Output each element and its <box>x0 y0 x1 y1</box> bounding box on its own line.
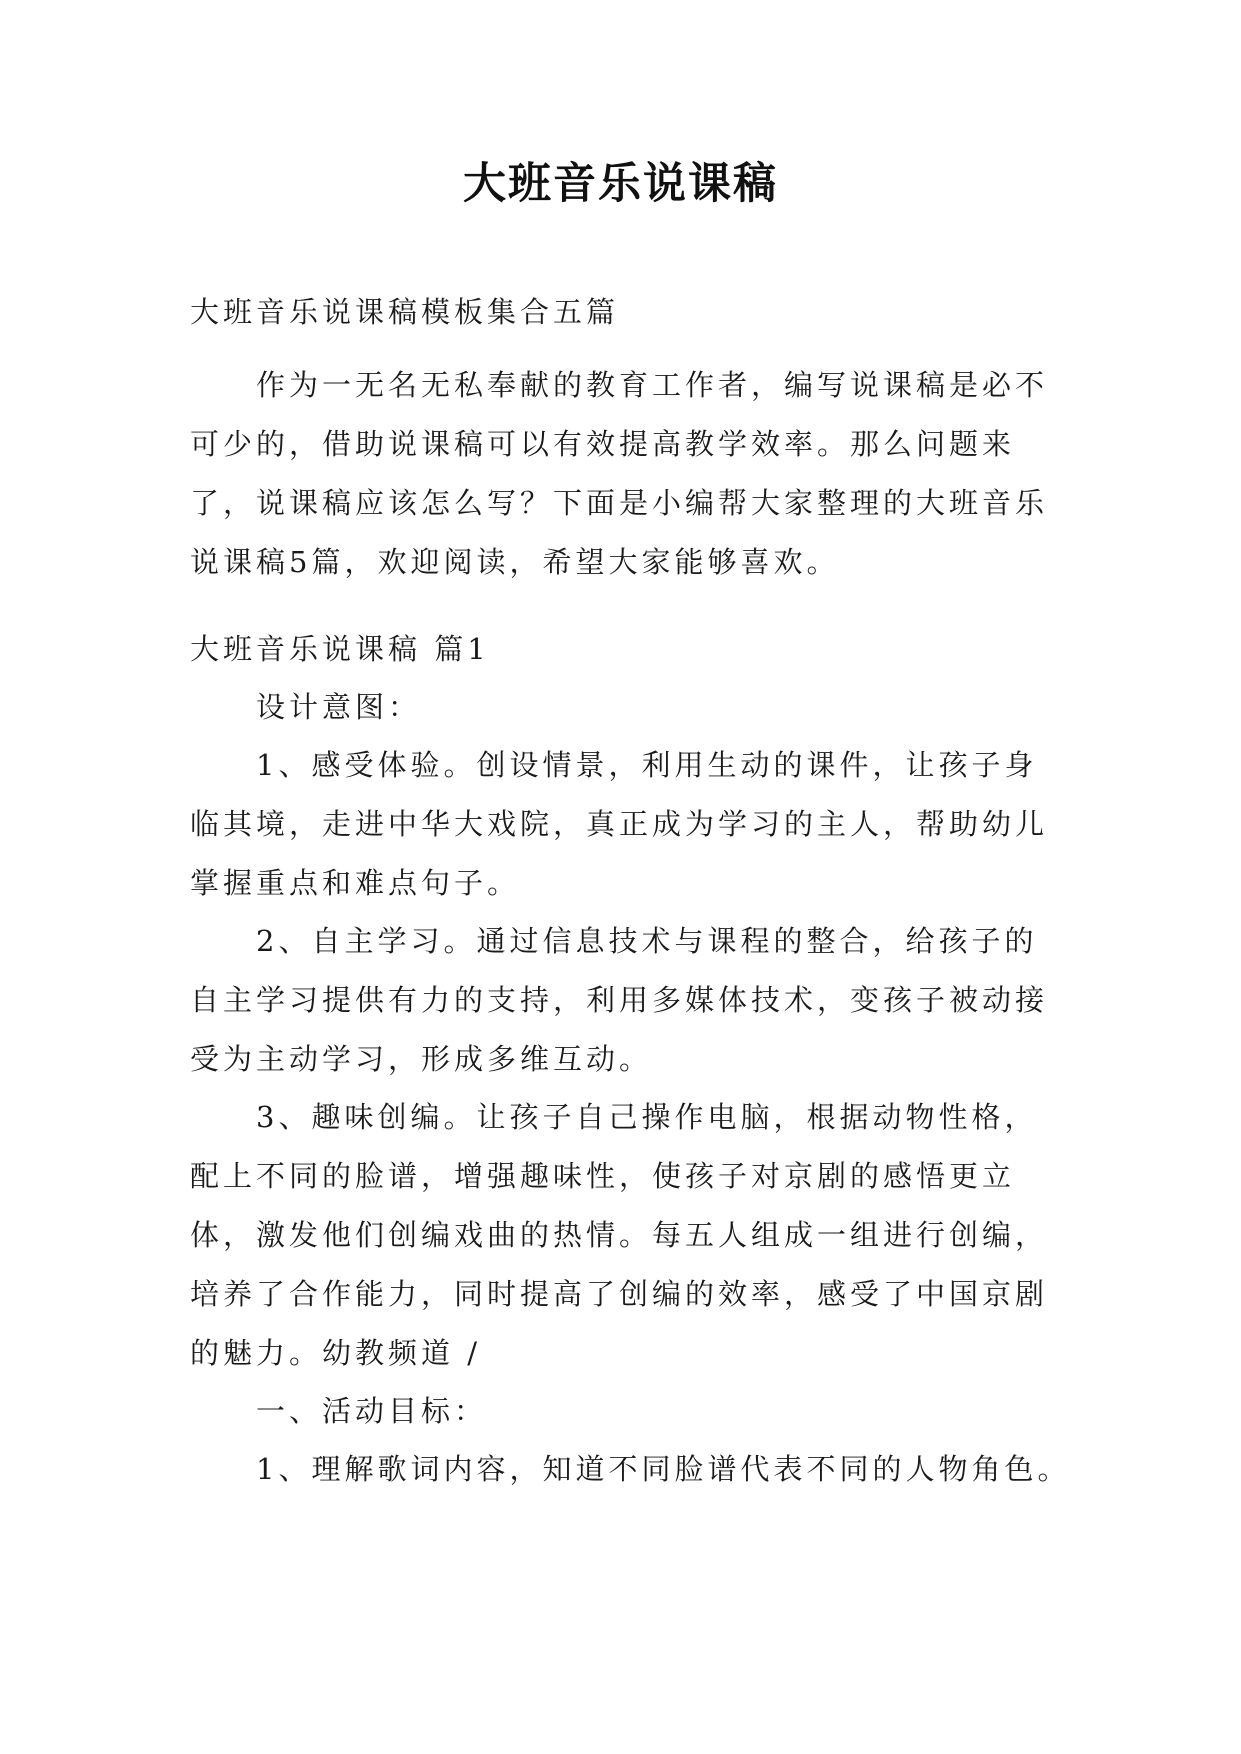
design-intent-label: 设计意图： <box>256 690 422 724</box>
section-heading: 大班音乐说课稿 篇1 <box>190 632 490 666</box>
design-point-1: 1、感受体验。创设情景，利用生动的课件，让孩子身临其境，走进中华大戏院，真正成为学习的主人，帮助幼儿掌握重点和难点句子。 <box>190 748 1049 900</box>
activity-goal-label: 一、活动目标： <box>256 1394 488 1428</box>
document-title: 大班音乐说课稿 <box>463 159 778 209</box>
design-point-3: 3、趣味创编。让孩子自己操作电脑，根据动物性格，配上不同的脸谱，增强趣味性，使孩子对京剧的感悟更立体，激发他们创编戏曲的热情。每五人组成一组进行创编，培养了合作能力，同时提高了创编的效率，感受了中国京剧的魅力。幼教频道 / <box>190 1100 1049 1370</box>
activity-goal-1: 1、理解歌词内容，知道不同脸谱代表不同的人物角色。 <box>256 1452 1071 1486</box>
document-subtitle: 大班音乐说课稿模板集合五篇 <box>190 295 620 329</box>
design-point-2: 2、自主学习。通过信息技术与课程的整合，给孩子的自主学习提供有力的支持，利用多媒体技术，变孩子被动接受为主动学习，形成多维互动。 <box>190 924 1049 1076</box>
intro-paragraph: 作为一无名无私奉献的教育工作者，编写说课稿是必不可少的，借助说课稿可以有效提高教学效率。那么问题来了，说课稿应该怎么写？下面是小编帮大家整理的大班音乐说课稿5篇，欢迎阅读，希望大家能够喜欢。 <box>190 368 1049 579</box>
